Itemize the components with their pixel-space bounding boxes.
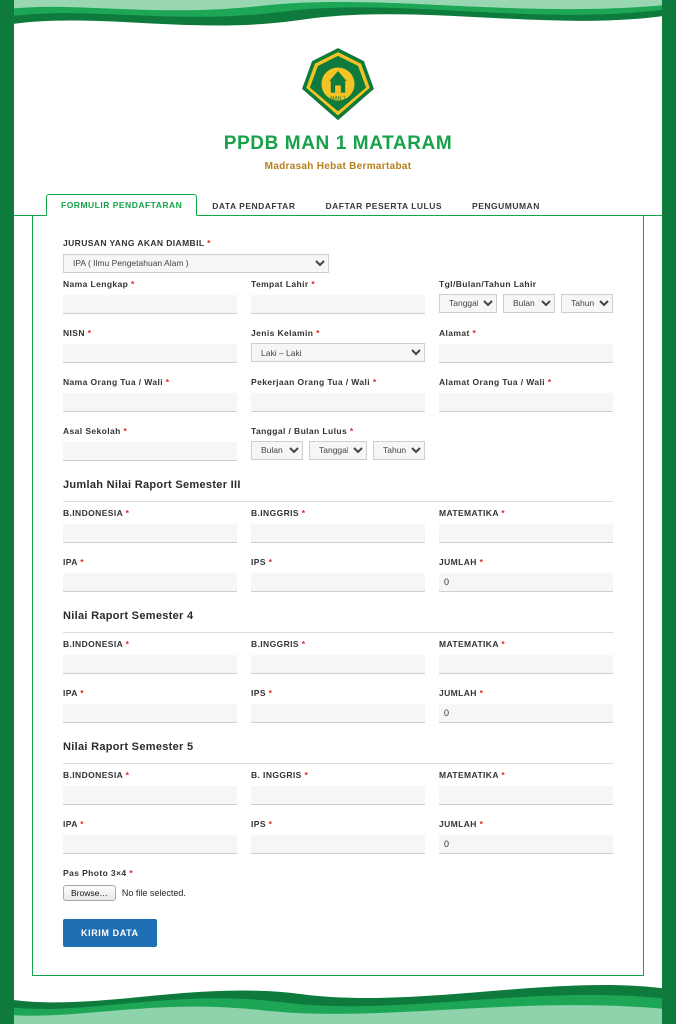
lulus-bulan-select[interactable] (251, 441, 303, 460)
field-sem4-bindonesia (63, 639, 237, 674)
asal-sekolah-input[interactable] (63, 442, 237, 461)
page-content (14, 30, 662, 990)
label-sem5-ips: IPS * (251, 818, 273, 829)
sem5-jumlah-input[interactable] (439, 835, 613, 854)
field-nama-orang-tua (63, 377, 237, 412)
sem5-matematika-input[interactable] (439, 786, 613, 805)
label-nama-lengkap: Nama Lengkap * (63, 278, 135, 289)
required-marker: * (207, 238, 211, 248)
row-semester5-a (63, 770, 613, 805)
browse-file-button[interactable]: Browse… (63, 885, 116, 901)
tab-daftar-peserta-lulus[interactable]: DAFTAR PESERTA LULUS (325, 200, 443, 211)
label-sem5-ipa: IPA * (63, 818, 84, 829)
logo-area (14, 30, 662, 125)
sem5-bindonesia-input[interactable] (63, 786, 237, 805)
label-nama-orang-tua: Nama Orang Tua / Wali * (63, 376, 170, 387)
tab-formulir-pendaftaran[interactable]: FORMULIR PENDAFTARAN (46, 194, 197, 217)
lahir-tanggal-select[interactable] (439, 294, 497, 313)
sem5-ipa-input[interactable] (63, 835, 237, 854)
sem3-binggris-input[interactable] (251, 524, 425, 543)
nama-orang-tua-input[interactable] (63, 393, 237, 412)
sem4-binggris-input[interactable] (251, 655, 425, 674)
field-alamat (439, 328, 613, 363)
tab-data-pendaftar[interactable]: DATA PENDAFTAR (212, 200, 296, 211)
label-sem5-binggris: B. INGGRIS * (251, 769, 309, 780)
alamat-orang-tua-input[interactable] (439, 393, 613, 412)
field-sem5-ipa (63, 819, 237, 854)
label-sem4-matematika: MATEMATIKA * (439, 638, 506, 649)
label-nisn: NISN * (63, 327, 92, 338)
field-sem5-binggris (251, 770, 425, 805)
label-tanggal-lulus: Tanggal / Bulan Lulus * (251, 425, 354, 436)
row-nisn (63, 328, 613, 363)
pekerjaan-orang-tua-input[interactable] (251, 393, 425, 412)
label-alamat-orang-tua: Alamat Orang Tua / Wali * (439, 376, 552, 387)
sem3-ips-input[interactable] (251, 573, 425, 592)
label-pas-photo: Pas Photo 3×4 * (63, 867, 134, 878)
sem4-ipa-input[interactable] (63, 704, 237, 723)
jenis-kelamin-select[interactable] (251, 343, 425, 362)
row-sekolah (63, 426, 613, 461)
label-tempat-lahir: Tempat Lahir * (251, 278, 316, 289)
label-sem4-ips: IPS * (251, 687, 273, 698)
row-orang-tua (63, 377, 613, 412)
lahir-tahun-select[interactable] (561, 294, 613, 313)
field-sem4-matematika (439, 639, 613, 674)
tanggal-lulus-group (251, 441, 425, 460)
field-tempat-lahir (251, 279, 425, 314)
label-sem5-matematika: MATEMATIKA * (439, 769, 506, 780)
page-title: PPDB MAN 1 MATARAM (223, 133, 453, 154)
label-sem3-ipa: IPA * (63, 556, 84, 567)
tab-pengumuman[interactable]: PENGUMUMAN (472, 200, 540, 211)
field-pekerjaan-orang-tua (251, 377, 425, 412)
label-alamat: Alamat * (439, 327, 477, 338)
row-semester3-b (63, 557, 613, 592)
alamat-input[interactable] (439, 344, 613, 363)
field-sem3-ipa (63, 557, 237, 592)
sem4-bindonesia-input[interactable] (63, 655, 237, 674)
field-tanggal-lulus (251, 426, 425, 461)
row-semester5-b (63, 819, 613, 854)
row-semester3-a (63, 508, 613, 543)
section-title-semester-4: Nilai Raport Semester 4 (63, 610, 613, 633)
label-sem3-ips: IPS * (251, 556, 273, 567)
tempat-lahir-input[interactable] (251, 295, 425, 314)
label-tanggal-lahir: Tgl/Bulan/Tahun Lahir (439, 278, 537, 289)
sem4-matematika-input[interactable] (439, 655, 613, 674)
field-sem4-binggris (251, 639, 425, 674)
label-sem3-jumlah: JUMLAH * (439, 556, 484, 567)
label-sem5-jumlah: JUMLAH * (439, 818, 484, 829)
field-sem3-bindonesia (63, 508, 237, 543)
field-sem3-matematika (439, 508, 613, 543)
lulus-tanggal-select[interactable] (309, 441, 367, 460)
sem3-ipa-input[interactable] (63, 573, 237, 592)
sem4-jumlah-input[interactable] (439, 704, 613, 723)
field-sem3-jumlah (439, 557, 613, 592)
label-pekerjaan-orang-tua: Pekerjaan Orang Tua / Wali * (251, 376, 377, 387)
tanggal-lahir-group (439, 294, 613, 313)
field-sem4-jumlah (439, 688, 613, 723)
label-sem4-binggris: B.INGGRIS * (251, 638, 306, 649)
label-jurusan: JURUSAN YANG AKAN DIAMBIL * (63, 238, 211, 248)
row-identity (63, 279, 613, 314)
nisn-input[interactable] (63, 344, 237, 363)
field-sem5-bindonesia (63, 770, 237, 805)
field-jenis-kelamin (251, 328, 425, 363)
sem3-matematika-input[interactable] (439, 524, 613, 543)
field-sem3-ips (251, 557, 425, 592)
no-file-selected-text: No file selected. (121, 887, 186, 898)
submit-button[interactable]: KIRIM DATA (63, 919, 157, 947)
row-semester4-a (63, 639, 613, 674)
label-sem4-bindonesia: B.INDONESIA * (63, 638, 130, 649)
label-sem4-ipa: IPA * (63, 687, 84, 698)
field-pas-photo (63, 868, 613, 901)
label-sem3-binggris: B.INGGRIS * (251, 507, 306, 518)
school-crest-logo-icon (302, 48, 374, 120)
section-title-semester-3: Jumlah Nilai Raport Semester III (63, 479, 613, 502)
tab-bar (14, 190, 662, 216)
nama-lengkap-input[interactable] (63, 295, 237, 314)
jurusan-select[interactable] (63, 254, 329, 273)
sem5-binggris-input[interactable] (251, 786, 425, 805)
spacer-col (439, 426, 613, 461)
svg-text:MAN 1: MAN 1 (330, 95, 346, 102)
field-tanggal-lahir (439, 279, 613, 314)
field-sem4-ipa (63, 688, 237, 723)
label-asal-sekolah: Asal Sekolah * (63, 425, 128, 436)
sem3-bindonesia-input[interactable] (63, 524, 237, 543)
field-jurusan (63, 238, 613, 273)
field-alamat-orang-tua (439, 377, 613, 412)
field-sem5-matematika (439, 770, 613, 805)
label-jenis-kelamin: Jenis Kelamin * (251, 327, 320, 338)
label-sem3-bindonesia: B.INDONESIA * (63, 507, 130, 518)
registration-form-panel (32, 216, 644, 976)
sem4-ips-input[interactable] (251, 704, 425, 723)
label-sem5-bindonesia: B.INDONESIA * (63, 769, 130, 780)
field-nama-lengkap (63, 279, 237, 314)
sem5-ips-input[interactable] (251, 835, 425, 854)
lulus-tahun-select[interactable] (373, 441, 425, 460)
sem3-jumlah-input[interactable] (439, 573, 613, 592)
section-title-semester-5: Nilai Raport Semester 5 (63, 741, 613, 764)
lahir-bulan-select[interactable] (503, 294, 555, 313)
page-subtitle: Madrasah Hebat Bermartabat (264, 161, 412, 172)
field-sem3-binggris (251, 508, 425, 543)
file-upload-control (63, 885, 186, 901)
field-sem5-ips (251, 819, 425, 854)
label-sem4-jumlah: JUMLAH * (439, 687, 484, 698)
label-sem3-matematika: MATEMATIKA * (439, 507, 506, 518)
field-asal-sekolah (63, 426, 237, 461)
field-sem4-ips (251, 688, 425, 723)
field-sem5-jumlah (439, 819, 613, 854)
row-semester4-b (63, 688, 613, 723)
field-nisn (63, 328, 237, 363)
